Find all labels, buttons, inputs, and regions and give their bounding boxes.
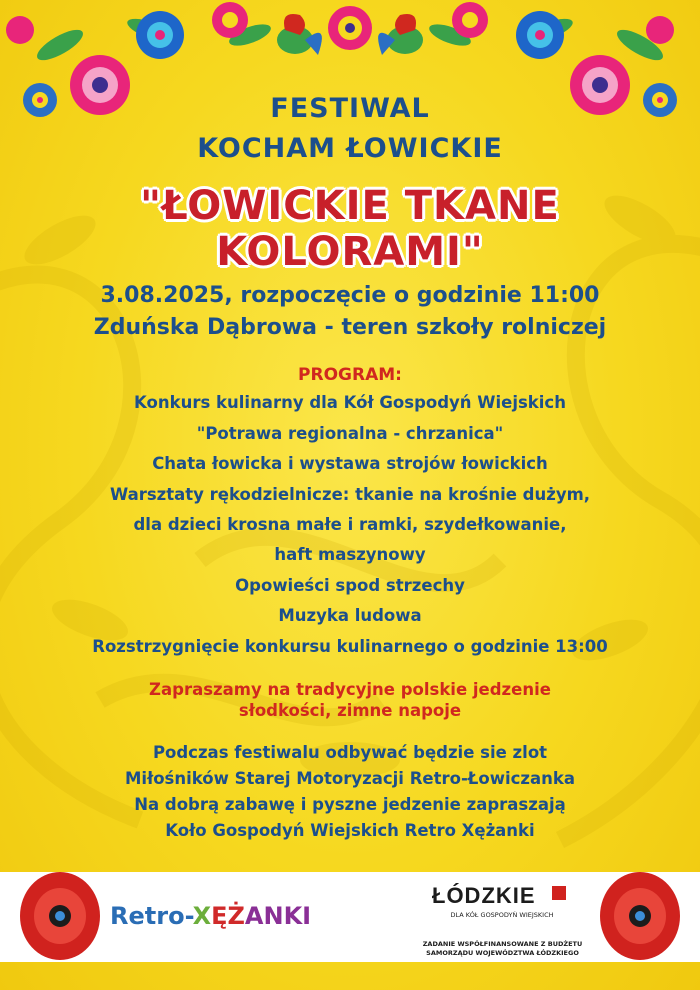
logo-text-x: X (192, 902, 212, 930)
invite-line: Zapraszamy na tradycyjne polskie jedzenie (149, 680, 551, 699)
closing-line: Koło Gospodyń Wiejskich Retro Xężanki (165, 821, 535, 840)
program-item: Warsztaty rękodzielnicze: tkanie na krośnie dużym, (109, 485, 591, 504)
sponsor-footer (0, 872, 700, 962)
festival-slogan: "ŁOWICKIE TKANE KOLORAMI" (140, 183, 560, 275)
lodzkie-red-square-icon (552, 886, 566, 900)
program-item: dla dzieci krosna małe i ramki, szydełkowanie, (133, 515, 567, 534)
program-item: Muzyka ludowa (278, 606, 422, 625)
logo-text-anki: ANKI (244, 902, 312, 930)
logo-text-o: o (168, 902, 185, 930)
program-item: Chata łowicka i wystawa strojów łowickich (152, 454, 548, 473)
program-item: Rozstrzygnięcie konkursu kulinarnego o godzinie 13:00 (92, 637, 608, 656)
rooster-right (378, 14, 423, 55)
rooster-left (277, 14, 322, 55)
festival-label: FESTIWAL (270, 93, 430, 124)
poppy-left-icon (18, 870, 102, 962)
lodzkie-name: ŁÓDZKIE (432, 883, 536, 908)
funding-note-line: SAMORZĄDU WOJEWÓDZTWA ŁÓDZKIEGO (426, 949, 579, 957)
logo-text-ez: ĘŻ (211, 902, 245, 930)
closing-line: Miłośników Starej Motoryzacji Retro-Łowiczanka (125, 769, 575, 788)
program-item: Konkurs kulinarny dla Kół Gospodyń Wiejskich (134, 393, 566, 412)
program-heading: PROGRAM: (298, 365, 402, 385)
festival-name: KOCHAM ŁOWICKIE (197, 133, 503, 164)
logo-arrow: - (184, 902, 193, 930)
funding-note-line: ZADANIE WSPÓŁFINANSOWANE Z BUDŻETU (422, 940, 583, 948)
event-date-time: 3.08.2025, rozpoczęcie o godzinie 11:00 (100, 283, 600, 308)
retro-xezanki-logo (110, 902, 311, 930)
program-item: "Potrawa regionalna - chrzanica" (196, 424, 504, 443)
program-item: Opowieści spod strzechy (235, 576, 465, 595)
funding-note (420, 940, 585, 958)
poppy-right-icon (598, 870, 682, 962)
closing-line: Podczas festiwalu odbywać będzie sie zlot (152, 743, 548, 762)
closing-line: Na dobrą zabawę i pyszne jedzenie zapraszają (134, 795, 566, 814)
program-item: haft maszynowy (274, 545, 426, 564)
lodzkie-subtitle: DLA KÓŁ GOSPODYŃ WIEJSKICH (450, 911, 554, 919)
invite-line: słodkości, zimne napoje (238, 701, 462, 720)
lodzkie-logo (432, 883, 572, 919)
event-location: Zduńska Dąbrowa - teren szkoły rolniczej (93, 315, 607, 340)
logo-text-retr: Retr (110, 902, 169, 930)
